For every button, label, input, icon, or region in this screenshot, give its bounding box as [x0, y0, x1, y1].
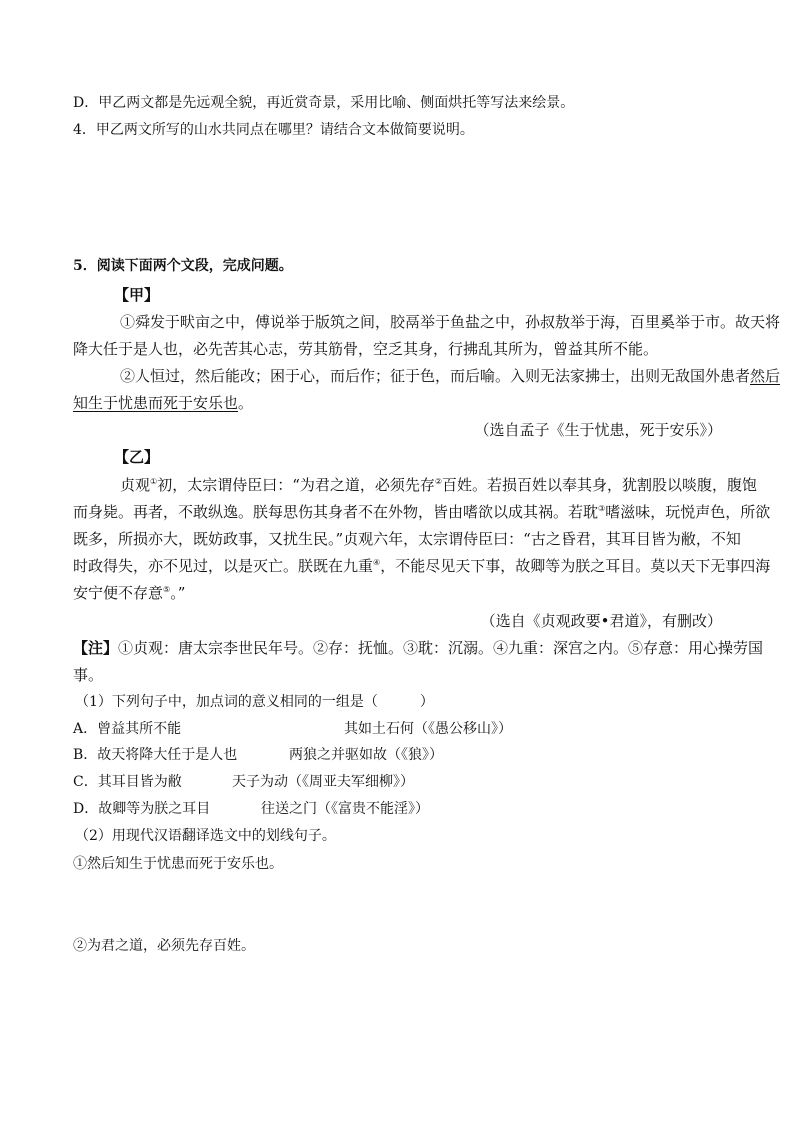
yi-text: 而身毙。再者，不敢纵逸。朕每思伤其身者不在外物，皆由嗜欲以成其祸。若耽: [73, 503, 599, 521]
sub1-option-c: C．其耳目皆为敝: [73, 774, 182, 790]
sub1-option-c-pair: 天子为动（《周亚夫军细柳》）: [232, 774, 414, 790]
yi-text: ，不能尽见天下事，故卿等为朕之耳目。莫以天下无事四海: [380, 557, 771, 575]
yi-text: 百姓。若损百姓以奉其身，犹割股以啖腹，腹饱: [442, 476, 758, 494]
jia-source: （选自孟子《生于忧患，死于安乐》）: [474, 421, 722, 439]
q4-option-d: D．甲乙两文都是先远观全貌，再近赏奇景，采用比喻、侧面烘托等写法来绘景。: [73, 95, 575, 111]
sub1-option-d-pair: 往送之门（《富贵不能淫》）: [261, 801, 429, 817]
underlined-sentence-part1: 然后: [750, 367, 781, 385]
jia-label: 【甲】: [114, 286, 160, 304]
sub2-item1: ①然后知生于忧患而死于安乐也。: [73, 856, 283, 872]
yi-line5: [73, 583, 185, 603]
yi-text: 时政得失，亦不见过，以是灭亡。朕既在九重: [73, 557, 374, 575]
sub2-item2: ②为君之道，必须先存百姓。: [73, 938, 255, 954]
underlined-sentence-part2: 知生于忧患而死于安乐也: [73, 394, 239, 412]
yi-line4: [73, 556, 770, 576]
yi-text: 初，太宗谓侍臣曰：“为君之道，必须先存: [157, 476, 435, 494]
yi-line3: 既多，所损亦大，既妨政事，又扰生民。”贞观六年，太宗谓侍臣曰：“古之昏君，其耳目皆为敝，不知: [73, 530, 741, 548]
sub1-option-b-pair: 两狼之并驱如故（《狼》）: [289, 747, 443, 763]
sub2-question: （2）用现代汉语翻译选文中的划线句子。: [75, 828, 336, 844]
sub1-option-b: B．故天将降大任于是人也: [73, 747, 238, 763]
footnote-mark: ③: [598, 504, 606, 513]
notes-text: ①贞观：唐太宗李世民年号。②存：抚恤。③耽：沉溺。④九重：深宫之内。⑤存意：用心操劳国: [118, 639, 764, 657]
jia-p1-line1: ①舜发于畎亩之中，傅说举于版筑之间，胶鬲举于鱼盐之中，孙叔敖举于海，百里奚举于市。故天将: [120, 313, 781, 331]
jia-p2-line2: [73, 393, 253, 413]
sub1-option-a-pair: 其如土石何（《愚公移山》）: [344, 721, 512, 737]
notes-line2: 事。: [73, 666, 104, 684]
footnote-mark: ①: [150, 477, 158, 486]
footnote-mark: ⑤: [163, 585, 171, 594]
jia-p1-line2: 降大任于是人也，必先苦其心志，劳其筋骨，空乏其身，行拂乱其所为，曾益其所不能。: [73, 340, 659, 358]
yi-line1: [120, 475, 757, 495]
yi-text: 安宁便不存意: [73, 584, 164, 602]
q4-question: 4．甲乙两文所写的山水共同点在哪里？请结合文本做简要说明。: [73, 122, 474, 138]
sub1-option-a: A．曾益其所不能: [73, 721, 182, 737]
yi-text: 嗜滋味，玩悦声色，所欲: [605, 503, 771, 521]
yi-source: （选自《贞观政要•君道》，有删改）: [480, 612, 722, 630]
sub1-option-d: D．故卿等为朕之耳目: [73, 801, 211, 817]
jia-p2-line1: [120, 366, 780, 386]
notes-line1: [73, 638, 763, 658]
footnote-mark: ④: [373, 558, 381, 567]
jia-p2-period: 。: [238, 394, 254, 412]
footnote-mark: ②: [434, 477, 443, 486]
notes-label: 【注】: [73, 639, 119, 657]
yi-text: 贞观: [120, 476, 151, 494]
jia-p2-text: ②人恒过，然后能改；困于心，而后作；征于色，而后喻。入则无法家拂士，出则无敌国外患者: [120, 367, 751, 385]
q5-title: 5．阅读下面两个文段，完成问题。: [73, 258, 293, 274]
yi-text: 。”: [170, 584, 186, 602]
yi-label: 【乙】: [114, 448, 160, 466]
yi-line2: [73, 502, 770, 522]
sub1-question: （1）下列句子中，加点词的意义相同的一组是（ ）: [75, 694, 434, 710]
